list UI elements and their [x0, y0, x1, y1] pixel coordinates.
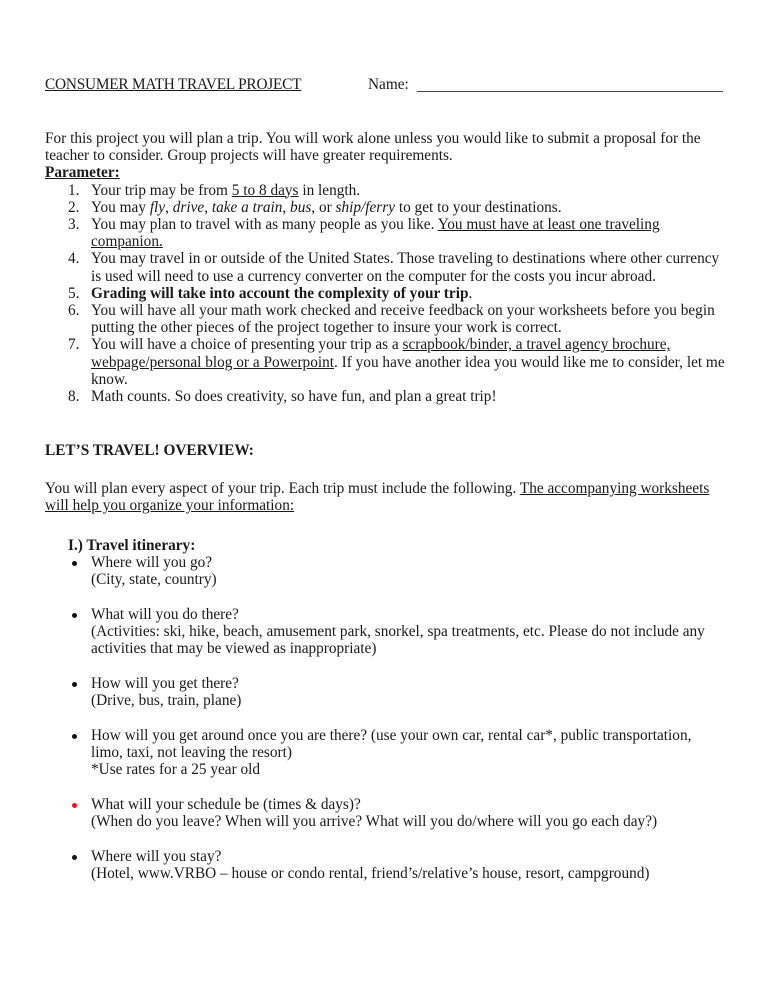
separator: , or: [311, 198, 336, 216]
intro-section: [45, 130, 725, 405]
separator: ,: [165, 198, 173, 216]
parameter-heading: Parameter:: [45, 164, 120, 182]
item-number: 3.: [68, 216, 80, 234]
itinerary-detail: *Use rates for a 25 year old: [91, 761, 261, 779]
itinerary-item: [45, 675, 725, 709]
italic-text: drive: [172, 198, 205, 216]
item-number: 1.: [68, 181, 80, 199]
parameter-item: [45, 336, 725, 388]
bullet-icon: [72, 682, 77, 687]
itinerary-detail: (Hotel, www.VRBO – house or condo rental, friend’s/relative’s house, resort, campground): [91, 865, 650, 883]
document-title: CONSUMER MATH TRAVEL PROJECT: [45, 76, 302, 93]
itinerary-question: How will you get around once you are there? (use your own car, rental car*, public transportation, limo, taxi, not leaving the resort): [91, 727, 692, 762]
itinerary-heading: I.) Travel itinerary:: [68, 537, 196, 554]
parameter-item: [45, 250, 725, 284]
itinerary-question: How will you get there?: [91, 675, 239, 692]
itinerary-detail: (Activities: ski, hike, beach, amusement park, snorkel, spa treatments, etc. Please do not include any activities that may be viewed as inappropriate): [91, 623, 705, 658]
overview-intro: [45, 480, 725, 514]
parameter-item: [45, 388, 725, 405]
item-text: You may plan to travel with as many people as you like.: [91, 216, 438, 234]
item-number: 5.: [68, 284, 80, 302]
bullet-icon: [72, 855, 77, 860]
bullet-icon-red: [72, 803, 77, 808]
itinerary-item: [45, 796, 725, 830]
itinerary-question: Where will you go?: [91, 554, 213, 571]
itinerary-question: What will your schedule be (times & days)?: [91, 796, 361, 813]
separator: ,: [204, 198, 212, 216]
item-number: 2.: [68, 198, 80, 216]
item-text: in length.: [298, 181, 361, 199]
itinerary-detail: (Drive, bus, train, plane): [91, 692, 242, 710]
document-header: [45, 76, 725, 96]
item-text: You may travel in or outside of the United States. Those traveling to destinations where other currency is used will need to use a currency converter on the computer for the costs you incur abroad.: [91, 250, 720, 285]
itinerary-item: [45, 554, 725, 588]
item-text: You will have a choice of presenting your trip as a: [91, 336, 403, 354]
itinerary-item: [45, 727, 725, 779]
item-number: 7.: [68, 336, 80, 354]
bullet-icon: [72, 613, 77, 618]
item-text: Your trip may be from: [91, 181, 232, 199]
itinerary-item: [45, 848, 725, 882]
item-text: . If you have another idea you would like me to consider, let me know.: [91, 353, 725, 388]
itinerary-item: [45, 606, 725, 658]
itinerary-detail: (When do you leave? When will you arrive? What will you do/where will you go each day?): [91, 813, 658, 831]
italic-text: bus: [290, 198, 312, 216]
itinerary-question: Where will you stay?: [91, 848, 222, 865]
item-bold-text: Grading will take into account the complexity of your trip: [91, 284, 469, 302]
parameter-item: [45, 216, 725, 250]
italic-text: take a train: [211, 198, 283, 216]
parameter-item: [45, 199, 725, 216]
item-underlined-text: You must have at least one traveling companion.: [91, 216, 660, 251]
overview-intro-underlined: The accompanying worksheets will help you organize your information:: [45, 480, 710, 515]
parameter-item: [45, 285, 725, 302]
separator: ,: [282, 198, 291, 216]
item-number: 6.: [68, 302, 80, 320]
overview-heading: LET’S TRAVEL! OVERVIEW:: [45, 442, 254, 459]
item-text: Math counts. So does creativity, so have fun, and plan a great trip!: [91, 388, 497, 406]
item-number: 8.: [68, 388, 80, 406]
parameter-item: [45, 182, 725, 199]
item-underlined-text: 5 to 8 days: [231, 181, 299, 199]
parameter-list: [45, 182, 725, 406]
parameter-item: [45, 302, 725, 336]
name-field-line[interactable]: [417, 91, 723, 92]
itinerary-question: What will you do there?: [91, 606, 239, 623]
bullet-icon: [72, 734, 77, 739]
bullet-icon: [72, 561, 77, 566]
item-text: .: [468, 284, 473, 302]
name-label: Name:: [368, 76, 409, 93]
italic-text: fly: [149, 198, 166, 216]
item-text: to get to your destinations.: [395, 198, 562, 216]
item-text: You will have all your math work checked and receive feedback on your worksheets before you begin putting the other pieces of the project together to insure your work is correct.: [91, 302, 715, 337]
itinerary-detail: (City, state, country): [91, 571, 217, 589]
item-text: You may: [91, 198, 150, 216]
item-number: 4.: [68, 250, 80, 268]
overview-intro-text: You will plan every aspect of your trip. Each trip must include the following.: [45, 480, 520, 497]
item-underlined-text: scrapbook/binder, a travel agency brochure, webpage/personal blog or a Powerpoint: [91, 336, 671, 371]
italic-text: ship/ferry: [335, 198, 396, 216]
intro-paragraph: For this project you will plan a trip. You will work alone unless you would like to submit a proposal for the teacher to consider. Group projects will have greater requirements.: [45, 130, 701, 165]
